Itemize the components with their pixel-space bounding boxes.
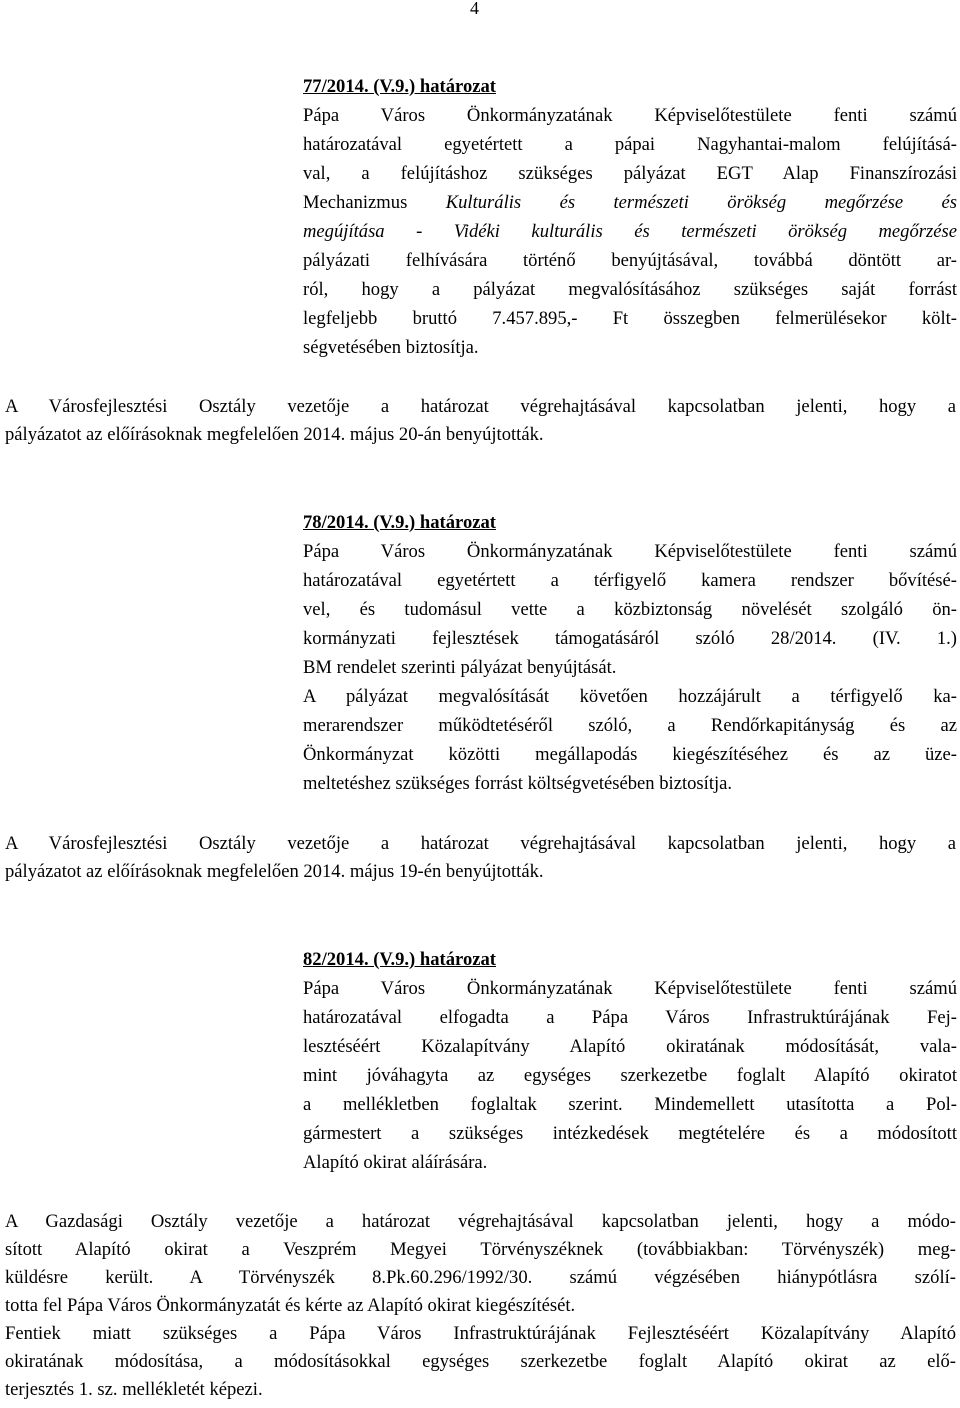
resolution-77-heading: 77/2014. (V.9.) határozat <box>303 76 496 97</box>
resolution-78 <box>303 508 957 798</box>
text-line: sított Alapító okirat a Veszprém Megyei Törvényszéknek (továbbiakban: Törvényszék) meg- <box>5 1239 956 1260</box>
resolution-82-heading: 82/2014. (V.9.) határozat <box>303 949 496 970</box>
text-line: gármestert a szükséges intézkedések megtételére és a módosított <box>303 1123 957 1144</box>
text-line: ségvetésében biztosítja. <box>303 337 479 358</box>
text-line: pályázati felhívására történő benyújtásával, továbbá döntött ar- <box>303 250 957 271</box>
text-line: val, a felújításhoz szükséges pályázat EGT Alap Finanszírozási <box>303 163 957 184</box>
italic-programme-title: megújítása - Vidéki kulturális és természeti örökség megőrzése <box>303 221 957 242</box>
text-line: ról, hogy a pályázat megvalósításához szükséges saját forrást <box>303 279 957 300</box>
text-line: vel, és tudomásul vette a közbiztonság növelését szolgáló ön- <box>303 599 957 620</box>
text-line: A Városfejlesztési Osztály vezetője a határozat végrehajtásával kapcsolatban jelenti, hogy a <box>5 396 956 417</box>
text-line: Fentiek miatt szükséges a Pápa Város Infrastruktúrájának Fejlesztéséért Közalapítvány Alapító <box>5 1323 956 1344</box>
text-line: kormányzati fejlesztések támogatásáról szóló 28/2014. (IV. 1.) <box>303 628 957 649</box>
text-line <box>303 188 957 217</box>
text-line: legfeljebb bruttó 7.457.895,- Ft összegben felmerülésekor költ- <box>303 308 957 329</box>
text-line: A Városfejlesztési Osztály vezetője a határozat végrehajtásával kapcsolatban jelenti, hogy a <box>5 833 956 854</box>
text-line: Pápa Város Önkormányzatának Képviselőtestülete fenti számú <box>303 105 957 126</box>
report-77 <box>5 393 956 449</box>
text-line: határozatával elfogadta a Pápa Város Infrastruktúrájának Fej- <box>303 1007 957 1028</box>
page-number: 4 <box>470 0 479 18</box>
text-line: határozatával egyetértett a térfigyelő kamera rendszer bővítésé- <box>303 570 957 591</box>
text-line: totta fel Pápa Város Önkormányzatát és kérte az Alapító okirat kiegészítését. <box>5 1295 576 1316</box>
resolution-78-text <box>303 537 957 798</box>
report-82 <box>5 1208 956 1404</box>
resolution-77 <box>303 72 957 362</box>
text-line: okiratának módosítása, a módosításokkal egységes szerkezetbe foglalt Alapító okirat az elő- <box>5 1351 956 1372</box>
text-line: A pályázat megvalósítását követően hozzájárult a térfigyelő ka- <box>303 686 957 707</box>
text-line <box>303 217 957 246</box>
text-line: terjesztés 1. sz. mellékletét képezi. <box>5 1379 263 1400</box>
text-line: BM rendelet szerinti pályázat benyújtását. <box>303 657 617 678</box>
text-line: Önkormányzat közötti megállapodás kiegészítéséhez és az üze- <box>303 744 957 765</box>
text-line: Pápa Város Önkormányzatának Képviselőtestülete fenti számú <box>303 978 957 999</box>
text-line: pályázatot az előírásoknak megfelelően 2014. május 19-én benyújtották. <box>5 861 544 882</box>
italic-programme-title: Kulturális és természeti örökség megőrzése és <box>445 192 957 213</box>
text-line: Alapító okirat aláírására. <box>303 1152 488 1173</box>
text-line: a mellékletben foglaltak szerint. Mindemellett utasította a Pol- <box>303 1094 957 1115</box>
resolution-78-heading: 78/2014. (V.9.) határozat <box>303 512 496 533</box>
report-82-text <box>5 1208 956 1404</box>
report-77-text <box>5 393 956 449</box>
text-line: mint jóváhagyta az egységes szerkezetbe foglalt Alapító okiratot <box>303 1065 957 1086</box>
resolution-77-text <box>303 101 957 362</box>
text-line: merarendszer működtetéséről szóló, a Rendőrkapitányság és az <box>303 715 957 736</box>
text-line: Pápa Város Önkormányzatának Képviselőtestülete fenti számú <box>303 541 957 562</box>
text-line: pályázatot az előírásoknak megfelelően 2014. május 20-án benyújtották. <box>5 424 544 445</box>
text-line: küldésre került. A Törvényszék 8.Pk.60.296/1992/30. számú végzésében hiánypótlásra szólí- <box>5 1267 956 1288</box>
text-line: lesztéséért Közalapítvány Alapító okiratának módosítását, vala- <box>303 1036 957 1057</box>
text-segment: Mechanizmus <box>303 192 446 213</box>
resolution-82-text <box>303 974 957 1177</box>
text-line: meltetéshez szükséges forrást költségvetésében biztosítja. <box>303 773 733 794</box>
report-78-text <box>5 830 956 886</box>
text-line: határozatával egyetértett a pápai Nagyhantai-malom felújításá- <box>303 134 957 155</box>
report-78 <box>5 830 956 886</box>
resolution-82 <box>303 945 957 1177</box>
text-line: A Gazdasági Osztály vezetője a határozat végrehajtásával kapcsolatban jelenti, hogy a módo- <box>5 1211 956 1232</box>
